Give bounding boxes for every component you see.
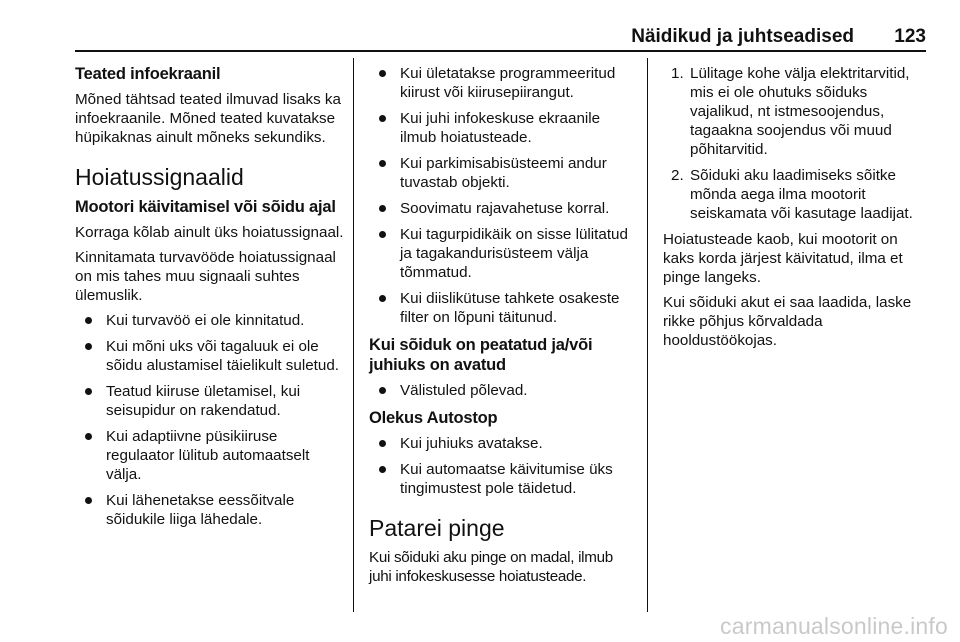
- heading-peatatud: Kui sõiduk on peatatud ja/või juhiuks on avatud: [369, 336, 593, 374]
- list-item: Teatud kiiruse ületamisel, kui seisupidur on rakendatud.: [75, 382, 347, 420]
- page-number: 123: [894, 26, 926, 47]
- paragraph-laadida: Kui sõiduki akut ei saa laadida, laske rikke põhjus kõrvaldada hooldustöökojas.: [663, 294, 912, 349]
- heading-autostop: Olekus Autostop: [369, 409, 498, 427]
- step-text: Sõiduki aku laadimiseks sõitke mõnda aega ilma mootorit seiskamata või kasutage laadijat.: [690, 167, 913, 222]
- page-header: [75, 26, 926, 48]
- heading-infoekraan: Teated infoekraanil: [75, 65, 221, 83]
- bullet-list-col2: [369, 64, 637, 327]
- step-number: 2.: [671, 167, 684, 184]
- step-text: Lülitage kohe välja elektritarvitid, mis ei ole ohutuks sõiduks vajalikud, nt istmesoojendus, tagaakna soojendus või muud põhitarvitid.: [690, 65, 910, 158]
- list-item: [663, 64, 931, 159]
- list-item: Kui juhiuks avatakse.: [369, 434, 637, 453]
- bullet-list-peatatud: [369, 381, 637, 400]
- numbered-list: [663, 64, 931, 223]
- paragraph-hoiatusteade: Hoiatusteade kaob, kui mootorit on kaks korda järjest käivitatud, ilma et pinge langeks.: [663, 231, 903, 286]
- list-item: Kui mõni uks või tagaluuk ei ole sõidu alustamisel täielikult suletud.: [75, 337, 347, 375]
- list-item: Soovimatu rajavahetuse korral.: [369, 199, 637, 218]
- list-item: Kui ületatakse programmeeritud kiirust või kiirusepiirangut.: [369, 64, 637, 102]
- header-rule: [75, 50, 926, 52]
- watermark: carmanualsonline.info: [720, 613, 948, 639]
- bullet-list-autostop: [369, 434, 637, 498]
- header-title: Näidikud ja juhtseadised: [631, 26, 854, 47]
- heading-patarei-pinge: Patarei pinge: [369, 515, 505, 541]
- step-number: 1.: [671, 65, 684, 82]
- list-item: Kui parkimisabisüsteemi andur tuvastab objekti.: [369, 154, 637, 192]
- list-item: [663, 166, 931, 223]
- list-item: Kui juhi infokeskuse ekraanile ilmub hoiatusteade.: [369, 109, 637, 147]
- bullet-list-col1: [75, 311, 347, 529]
- paragraph-infoekraan: Mõned tähtsad teated ilmuvad lisaks ka infoekraanile. Mõned teated kuvatakse hüpikaknas ainult mõneks sekundiks.: [75, 91, 341, 146]
- paragraph-patarei: Kui sõiduki aku pinge on madal, ilmub juhi infokeskusesse hoiatusteade.: [369, 549, 613, 585]
- heading-hoiatussignaalid: Hoiatussignaalid: [75, 164, 244, 190]
- list-item: Kui tagurpidikäik on sisse lülitatud ja tagakandurisüsteem välja tõmmatud.: [369, 225, 637, 282]
- column-divider-2: [647, 58, 648, 612]
- list-item: Kui turvavöö ei ole kinnitatud.: [75, 311, 347, 330]
- list-item: Kui lähenetakse eessõitvale sõidukile liiga lähedale.: [75, 491, 347, 529]
- paragraph-korraga: Korraga kõlab ainult üks hoiatussignaal.: [75, 224, 344, 241]
- paragraph-kinnitamata: Kinnitamata turvavööde hoiatussignaal on mis tahes muu signaali suhtes ülemuslik.: [75, 249, 336, 304]
- column-3: [663, 58, 931, 356]
- list-item: Kui adaptiivne püsikiiruse regulaator lülitub automaatselt välja.: [75, 427, 347, 484]
- heading-mootor: Mootori käivitamisel või sõidu ajal: [75, 198, 336, 216]
- column-divider-1: [353, 58, 354, 612]
- column-1: [75, 58, 347, 536]
- column-2: [369, 58, 637, 592]
- list-item: Kui automaatse käivitumise üks tingimustest pole täidetud.: [369, 460, 637, 498]
- list-item: Kui diislikütuse tahkete osakeste filter on lõpuni täitunud.: [369, 289, 637, 327]
- list-item: Välistuled põlevad.: [369, 381, 637, 400]
